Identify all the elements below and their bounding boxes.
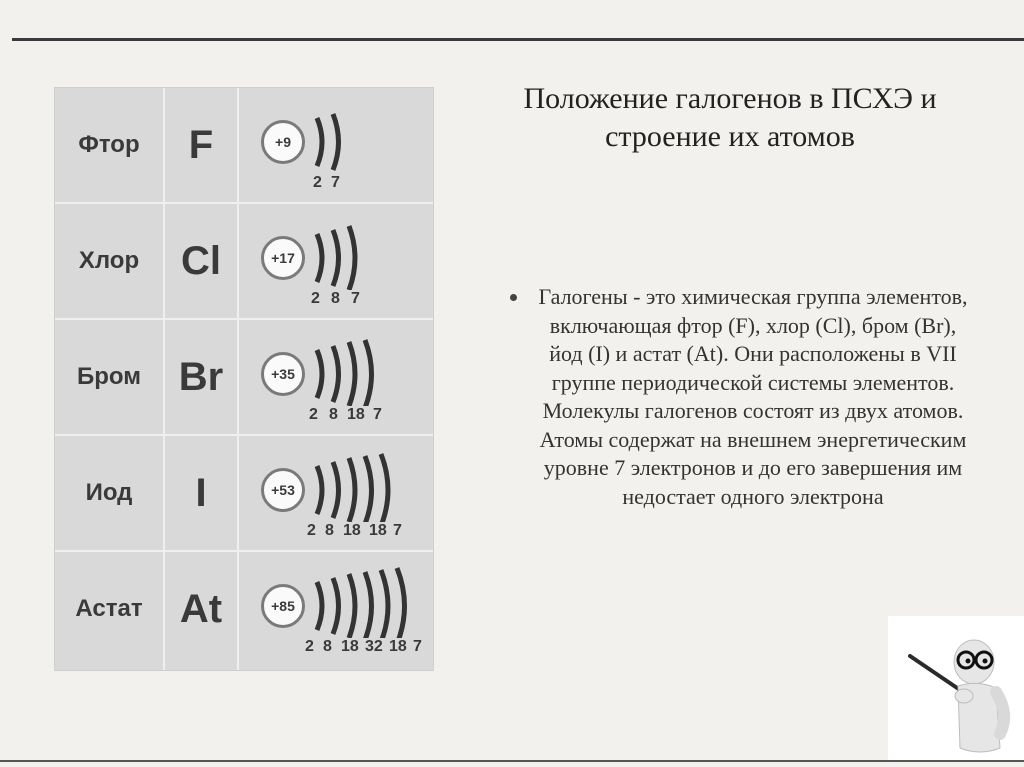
shell-count: 7 bbox=[331, 174, 340, 191]
shell-count: 18 bbox=[369, 522, 387, 539]
teacher-with-pointer-icon bbox=[888, 616, 1024, 762]
bottom-divider bbox=[0, 760, 1024, 762]
shell-electron-counts bbox=[239, 522, 433, 542]
shell-count: 32 bbox=[365, 638, 383, 655]
element-name: Фтор bbox=[78, 131, 140, 158]
bullet-text: Галогены - это химическая группа элементов, включающая фтор (F), хлор (Cl), бром (Br), йод (I) и астат (At). Они расположены в VII группе периодической системы элементов. Молекулы галогенов состоят из двух атомов. Атомы содержат на внешнем энергетическим уровне 7 электронов и до его завершения им недостает одного электрона bbox=[538, 284, 968, 509]
atom-diagram bbox=[239, 88, 433, 202]
halogen-row-bromine bbox=[55, 320, 433, 436]
electron-shells-icon bbox=[239, 552, 433, 638]
shell-count: 7 bbox=[413, 638, 422, 655]
shell-count: 2 bbox=[311, 290, 320, 307]
halogen-row-chlorine bbox=[55, 204, 433, 320]
shell-electron-counts bbox=[239, 174, 433, 194]
shell-count: 7 bbox=[393, 522, 402, 539]
bullet-icon bbox=[510, 294, 517, 301]
shell-count: 2 bbox=[307, 522, 316, 539]
shell-count: 18 bbox=[341, 638, 359, 655]
atom-diagram bbox=[239, 320, 433, 434]
top-divider bbox=[12, 38, 1024, 41]
electron-shells-icon bbox=[239, 320, 433, 406]
shell-count: 2 bbox=[309, 406, 318, 423]
nucleus-charge: +53 bbox=[261, 468, 305, 512]
electron-shells-icon bbox=[239, 204, 433, 290]
atom-diagram bbox=[239, 436, 433, 550]
atom-diagram bbox=[239, 204, 433, 318]
shell-electron-counts bbox=[239, 406, 433, 426]
electron-shells-icon bbox=[239, 88, 433, 174]
shell-count: 2 bbox=[313, 174, 322, 191]
nucleus-charge: +9 bbox=[261, 120, 305, 164]
slide-title: Положение галогенов в ПСХЭ и строение их атомов bbox=[523, 82, 937, 153]
shell-count: 18 bbox=[343, 522, 361, 539]
shell-electron-counts bbox=[239, 290, 433, 310]
nucleus-charge: +35 bbox=[261, 352, 305, 396]
element-symbol: Br bbox=[178, 354, 224, 399]
element-symbol: I bbox=[195, 470, 207, 515]
shell-count: 7 bbox=[351, 290, 360, 307]
halogen-table bbox=[54, 87, 434, 671]
element-symbol: At bbox=[179, 586, 223, 631]
element-symbol: F bbox=[188, 122, 214, 167]
shell-count: 8 bbox=[329, 406, 338, 423]
teacher-clipart bbox=[888, 616, 1024, 762]
halogen-row-astatine bbox=[55, 552, 433, 668]
shell-count: 8 bbox=[323, 638, 332, 655]
element-name: Астат bbox=[75, 595, 143, 622]
halogen-row-fluorine bbox=[55, 88, 433, 204]
shell-count: 18 bbox=[347, 406, 365, 423]
element-symbol: Cl bbox=[181, 238, 221, 283]
element-name: Бром bbox=[76, 363, 141, 390]
nucleus-charge: +85 bbox=[261, 584, 305, 628]
nucleus-charge: +17 bbox=[261, 236, 305, 280]
shell-electron-counts bbox=[239, 638, 433, 658]
halogen-row-iodine bbox=[55, 436, 433, 552]
atom-diagram bbox=[239, 552, 433, 666]
shell-count: 8 bbox=[331, 290, 340, 307]
electron-shells-icon bbox=[239, 436, 433, 522]
shell-count: 7 bbox=[373, 406, 382, 423]
shell-count: 8 bbox=[325, 522, 334, 539]
element-name: Иод bbox=[85, 479, 133, 506]
shell-count: 2 bbox=[305, 638, 314, 655]
shell-count: 18 bbox=[389, 638, 407, 655]
element-name: Хлор bbox=[78, 247, 140, 274]
